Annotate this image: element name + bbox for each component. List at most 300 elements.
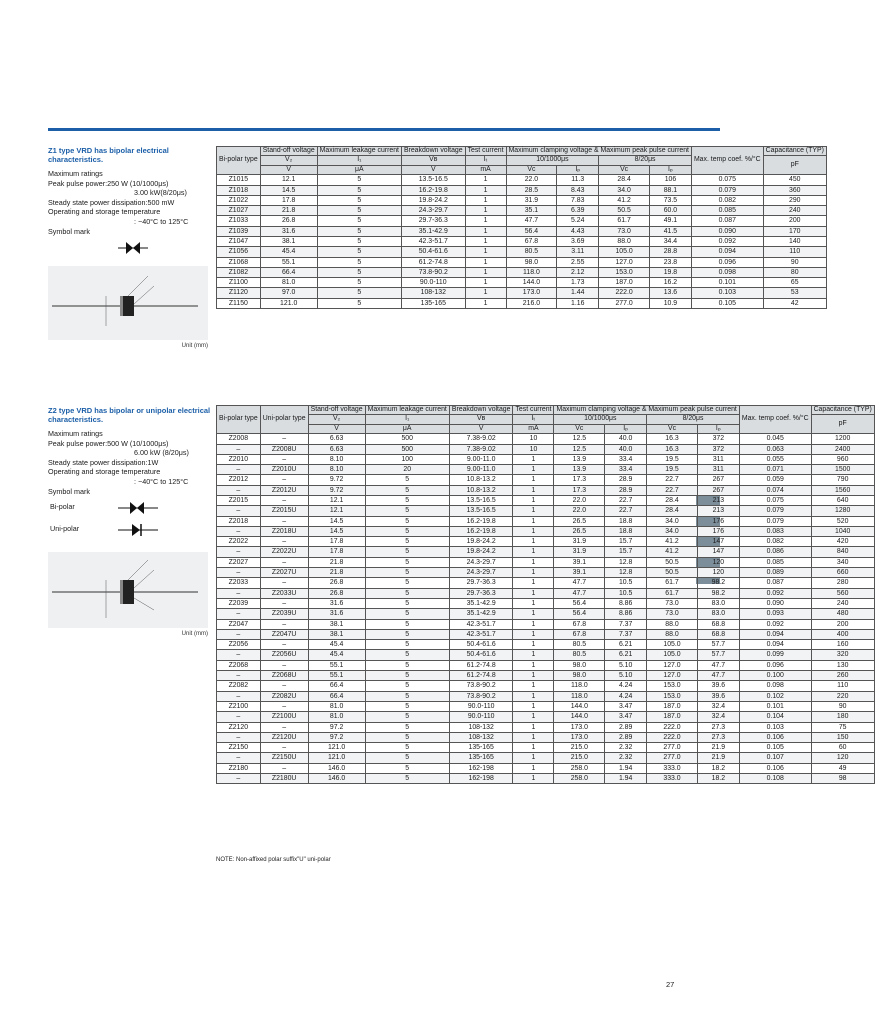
table-cell: 3.47: [605, 712, 647, 722]
table-cell: 2.32: [605, 753, 647, 763]
table-cell: 97.0: [260, 288, 317, 298]
z2-th-breakdown-unit: V: [449, 424, 513, 433]
table-cell: 14.5: [308, 526, 365, 536]
table-cell: 23.8: [649, 257, 691, 267]
table-cell: Z1150: [217, 298, 261, 308]
z2-th-breakdown: Breakdown voltage: [449, 406, 513, 415]
table-cell: 42: [763, 298, 826, 308]
table-cell: –: [217, 732, 261, 742]
table-cell: 118.0: [506, 267, 557, 277]
table-cell: 29.7-36.3: [449, 588, 513, 598]
table-cell: 34.0: [647, 516, 698, 526]
table-cell: 73.0: [647, 609, 698, 619]
table-cell: 98.0: [554, 671, 605, 681]
table-cell: 80.5: [554, 640, 605, 650]
table-cell: 2.89: [605, 722, 647, 732]
table-cell: 61.2-74.8: [449, 671, 513, 681]
table-cell: 9.00-11.0: [449, 454, 513, 464]
table-cell: 146.0: [308, 763, 365, 773]
table-cell: 41.2: [599, 195, 650, 205]
table-cell: 45.4: [308, 640, 365, 650]
z2-bipolar-label: Bi-polar: [50, 502, 75, 512]
table-cell: Z1047: [217, 237, 261, 247]
z1-th-leak-sym: I₁: [317, 156, 401, 165]
table-row: [217, 722, 875, 732]
table-cell: 500: [365, 434, 449, 444]
table-cell: 9.00-11.0: [449, 465, 513, 475]
z1-th-test: Test current: [465, 147, 506, 156]
table-cell: 5: [317, 216, 401, 226]
z1-bipolar-symbol: [48, 236, 216, 258]
table-cell: 7.38-9.02: [449, 434, 513, 444]
table-cell: 108-132: [449, 722, 513, 732]
z2-spec-block: [48, 406, 216, 637]
z1-th-standoff-sym: V₂: [260, 156, 317, 165]
table-cell: Z2033: [217, 578, 261, 588]
table-cell: –: [260, 743, 308, 753]
table-cell: 31.6: [308, 609, 365, 619]
table-cell: 120: [697, 568, 739, 578]
table-cell: 1: [465, 195, 506, 205]
z2-unipolar-label: Uni-polar: [50, 524, 80, 534]
table-cell: 1: [513, 763, 554, 773]
table-cell: 8.86: [605, 598, 647, 608]
table-cell: 26.8: [260, 216, 317, 226]
table-cell: Z2008U: [260, 444, 308, 454]
table-cell: 8.86: [605, 609, 647, 619]
table-cell: 55.1: [308, 660, 365, 670]
table-cell: 0.082: [691, 195, 763, 205]
top-rule: [48, 128, 720, 131]
table-cell: 0.092: [739, 588, 811, 598]
table-cell: 105.0: [647, 640, 698, 650]
table-cell: 1: [513, 485, 554, 495]
z2-th-clamp: Maximum clamping voltage & Maximum peak pulse current: [554, 406, 739, 415]
table-cell: 127.0: [647, 671, 698, 681]
table-cell: 0.108: [739, 774, 811, 784]
table-cell: 135-165: [449, 743, 513, 753]
table-cell: 90.0-110: [449, 701, 513, 711]
table-cell: 1: [513, 722, 554, 732]
table-cell: 50.4-61.6: [449, 650, 513, 660]
table-cell: 1040: [811, 526, 874, 536]
table-cell: 5: [317, 288, 401, 298]
table-cell: 17.3: [554, 475, 605, 485]
table-cell: Z2056U: [260, 650, 308, 660]
table-cell: 173.0: [554, 732, 605, 742]
table-cell: 39.6: [697, 681, 739, 691]
table-cell: 153.0: [599, 267, 650, 277]
table-cell: Z2068U: [260, 671, 308, 681]
table-cell: –: [217, 650, 261, 660]
table-cell: –: [217, 691, 261, 701]
table-cell: 17.8: [260, 195, 317, 205]
z2-note: NOTE: Non-affixed polar suffix"U" uni-polar: [216, 857, 331, 863]
table-cell: 17.8: [308, 537, 365, 547]
table-cell: 47.7: [554, 578, 605, 588]
table-row: [217, 557, 875, 567]
table-cell: 146.0: [308, 774, 365, 784]
table-cell: 57.7: [697, 650, 739, 660]
table-cell: –: [260, 516, 308, 526]
table-cell: 372: [697, 444, 739, 454]
table-cell: Z2012: [217, 475, 261, 485]
table-cell: 0.107: [739, 753, 811, 763]
z1-th-breakdown-sym: Vʙ: [401, 156, 465, 165]
table-cell: 10: [513, 444, 554, 454]
table-cell: 0.090: [739, 598, 811, 608]
z2-th-cap-unit: pF: [811, 415, 874, 434]
table-cell: 13.5-16.5: [449, 506, 513, 516]
z2-temp: Operating and storage temperature: [48, 467, 161, 477]
table-cell: 9.72: [308, 485, 365, 495]
table-row: [217, 568, 875, 578]
table-cell: Z2027U: [260, 568, 308, 578]
table-cell: 97.2: [308, 732, 365, 742]
table-cell: 500: [365, 444, 449, 454]
table-cell: 0.105: [691, 298, 763, 308]
table-cell: 60: [811, 743, 874, 753]
table-cell: –: [260, 660, 308, 670]
table-cell: 12.1: [308, 506, 365, 516]
table-cell: 12.8: [605, 557, 647, 567]
table-cell: 28.4: [599, 175, 650, 185]
table-row: [217, 226, 827, 236]
table-cell: –: [260, 619, 308, 629]
table-cell: 10.5: [605, 578, 647, 588]
table-cell: 0.098: [739, 681, 811, 691]
table-cell: 2.55: [557, 257, 599, 267]
table-cell: 5: [317, 257, 401, 267]
table-cell: Z2022U: [260, 547, 308, 557]
table-cell: Z1120: [217, 288, 261, 298]
table-cell: 47.7: [697, 660, 739, 670]
z1-th-breakdown: Breakdown voltage: [401, 147, 465, 156]
z1-th-clamp: Maximum clamping voltage & Maximum peak pulse current: [506, 147, 691, 156]
table-cell: 258.0: [554, 774, 605, 784]
table-cell: 45.4: [260, 247, 317, 257]
table-cell: 5: [365, 547, 449, 557]
table-cell: 12.5: [554, 444, 605, 454]
table-cell: 83.0: [697, 609, 739, 619]
table-cell: 38.1: [308, 629, 365, 639]
table-row: [217, 496, 875, 506]
table-cell: 1500: [811, 465, 874, 475]
table-cell: 5: [317, 278, 401, 288]
table-cell: 7.83: [557, 195, 599, 205]
table-cell: 5: [365, 506, 449, 516]
table-cell: Z1018: [217, 185, 261, 195]
table-cell: 105.0: [599, 247, 650, 257]
table-cell: 5: [365, 671, 449, 681]
table-cell: 16.2: [649, 278, 691, 288]
table-cell: 17.8: [308, 547, 365, 557]
table-cell: 173.0: [554, 722, 605, 732]
page-number: 27: [666, 980, 675, 989]
table-cell: 35.1-42.9: [401, 226, 465, 236]
table-cell: 267: [697, 475, 739, 485]
table-cell: Z1068: [217, 257, 261, 267]
table-cell: –: [260, 578, 308, 588]
table-cell: –: [217, 753, 261, 763]
table-row: [217, 267, 827, 277]
table-cell: –: [217, 588, 261, 598]
table-cell: 5: [317, 226, 401, 236]
z1-pulse-power-2: 3.00 kW(8/20μs): [134, 188, 187, 198]
table-cell: 0.059: [739, 475, 811, 485]
table-cell: 97.2: [308, 722, 365, 732]
table-cell: 55.1: [308, 671, 365, 681]
z2-th-vc1: Vc: [554, 424, 605, 433]
table-cell: 28.4: [647, 506, 698, 516]
table-cell: 19.8: [649, 267, 691, 277]
table-cell: 90: [763, 257, 826, 267]
table-cell: –: [260, 722, 308, 732]
table-cell: 0.087: [739, 578, 811, 588]
table-cell: 1: [513, 547, 554, 557]
table-cell: 5: [365, 588, 449, 598]
table-cell: Z2039U: [260, 609, 308, 619]
z2-th-bi: Bi-polar type: [217, 406, 261, 434]
table-cell: 10.9: [649, 298, 691, 308]
table-cell: 187.0: [647, 701, 698, 711]
z1-th-standoff-unit: V: [260, 165, 317, 174]
table-cell: 1: [465, 175, 506, 185]
table-cell: Z2082U: [260, 691, 308, 701]
table-cell: 5: [365, 650, 449, 660]
z2-spec-table: [216, 405, 875, 784]
table-cell: 27.3: [697, 722, 739, 732]
table-cell: Z2015U: [260, 506, 308, 516]
z2-th-cap: Capacitance (TYP): [811, 406, 874, 415]
table-cell: 16.2-19.8: [449, 526, 513, 536]
table-cell: 277.0: [647, 753, 698, 763]
table-cell: 6.21: [605, 650, 647, 660]
table-cell: 42.3-51.7: [449, 619, 513, 629]
table-cell: 0.079: [739, 506, 811, 516]
table-cell: 1: [513, 650, 554, 660]
z2-th-c2: 8/20μs: [647, 415, 740, 424]
table-cell: 1: [513, 496, 554, 506]
table-cell: 840: [811, 547, 874, 557]
table-cell: 173.0: [506, 288, 557, 298]
table-cell: 5: [365, 732, 449, 742]
table-cell: 19.5: [647, 465, 698, 475]
table-cell: –: [260, 640, 308, 650]
table-row: [217, 237, 827, 247]
z2-th-leak-unit: μA: [365, 424, 449, 433]
table-cell: Z1022: [217, 195, 261, 205]
z1-th-test-unit: mA: [465, 165, 506, 174]
table-row: [217, 475, 875, 485]
table-cell: 27.3: [697, 732, 739, 742]
table-cell: 0.079: [739, 516, 811, 526]
table-cell: 118.0: [554, 691, 605, 701]
table-cell: 144.0: [554, 712, 605, 722]
table-cell: 213: [697, 506, 739, 516]
bipolar-diode-icon: [48, 496, 208, 518]
table-cell: 108-132: [449, 732, 513, 742]
table-cell: 450: [763, 175, 826, 185]
table-cell: –: [217, 465, 261, 475]
table-cell: 73.0: [647, 598, 698, 608]
table-cell: 5: [365, 712, 449, 722]
table-cell: 120: [811, 753, 874, 763]
table-cell: 170: [763, 226, 826, 236]
table-cell: 38.1: [308, 619, 365, 629]
table-cell: 1: [513, 671, 554, 681]
table-cell: 1: [513, 629, 554, 639]
table-cell: 29.7-36.3: [449, 578, 513, 588]
table-cell: 660: [811, 568, 874, 578]
table-cell: 3.11: [557, 247, 599, 257]
table-row: [217, 537, 875, 547]
z1-th-c2: 8/20μs: [599, 156, 692, 165]
table-cell: 0.101: [739, 701, 811, 711]
table-cell: 75: [811, 722, 874, 732]
table-cell: Z2150U: [260, 753, 308, 763]
z2-th-uni: Uni-polar type: [260, 406, 308, 434]
table-cell: Z2180: [217, 763, 261, 773]
table-cell: 0.090: [691, 226, 763, 236]
table-cell: 176: [697, 526, 739, 536]
table-cell: 61.7: [647, 578, 698, 588]
table-cell: 260: [811, 671, 874, 681]
table-cell: 42.3-51.7: [401, 237, 465, 247]
table-cell: 56.4: [554, 609, 605, 619]
table-cell: 24.3-29.7: [401, 206, 465, 216]
table-cell: 5: [317, 206, 401, 216]
table-cell: 34.0: [599, 185, 650, 195]
table-cell: 0.094: [739, 629, 811, 639]
table-cell: 216.0: [506, 298, 557, 308]
table-cell: 90.0-110: [401, 278, 465, 288]
table-cell: 6.63: [308, 444, 365, 454]
table-cell: –: [260, 557, 308, 567]
table-cell: 162-198: [449, 774, 513, 784]
table-cell: 0.101: [691, 278, 763, 288]
z1-specs: [48, 169, 216, 236]
table-cell: 61.2-74.8: [401, 257, 465, 267]
table-cell: 4.43: [557, 226, 599, 236]
table-cell: 1: [513, 743, 554, 753]
table-cell: 98.2: [697, 588, 739, 598]
table-cell: 1: [513, 454, 554, 464]
table-cell: 135-165: [449, 753, 513, 763]
table-cell: 5: [365, 774, 449, 784]
table-cell: 22.0: [554, 506, 605, 516]
table-cell: 127.0: [599, 257, 650, 267]
table-row: [217, 257, 827, 267]
table-cell: 0.087: [691, 216, 763, 226]
table-cell: 144.0: [554, 701, 605, 711]
table-cell: Z2056: [217, 640, 261, 650]
table-cell: 49: [811, 763, 874, 773]
table-cell: 372: [697, 434, 739, 444]
table-cell: 1: [513, 660, 554, 670]
table-cell: 1: [465, 206, 506, 216]
table-cell: Z2018: [217, 516, 261, 526]
table-cell: 1: [513, 774, 554, 784]
table-cell: 0.099: [739, 650, 811, 660]
table-cell: 16.2-19.8: [449, 516, 513, 526]
table-cell: 311: [697, 465, 739, 475]
table-cell: 24.3-29.7: [449, 568, 513, 578]
table-cell: 3.69: [557, 237, 599, 247]
table-row: [217, 691, 875, 701]
z2-th-standoff: Stand-off voltage: [308, 406, 365, 415]
table-cell: 1.73: [557, 278, 599, 288]
table-cell: 80: [763, 267, 826, 277]
table-cell: 1: [513, 526, 554, 536]
z2-temp-range: : −40°C to 125°C: [134, 476, 189, 486]
table-cell: 68.8: [697, 629, 739, 639]
table-cell: 1: [465, 185, 506, 195]
table-cell: 0.104: [739, 712, 811, 722]
table-row: [217, 578, 875, 588]
table-cell: Z2150: [217, 743, 261, 753]
table-row: [217, 216, 827, 226]
table-row: [217, 278, 827, 288]
table-cell: 10.8-13.2: [449, 485, 513, 495]
table-cell: 5: [365, 681, 449, 691]
table-cell: Z1015: [217, 175, 261, 185]
z1-th-ip1: Iₚ: [557, 165, 599, 174]
table-cell: 5: [365, 691, 449, 701]
bipolar-diode-icon: [48, 236, 208, 258]
table-cell: 5: [317, 267, 401, 277]
z1-spec-table: [216, 146, 827, 309]
table-cell: 213: [697, 496, 739, 506]
table-cell: 6.63: [308, 434, 365, 444]
table-cell: 1: [513, 619, 554, 629]
table-cell: –: [217, 506, 261, 516]
table-cell: 35.1: [506, 206, 557, 216]
table-cell: 98.0: [554, 660, 605, 670]
table-cell: 1: [513, 598, 554, 608]
table-cell: 88.0: [599, 237, 650, 247]
table-cell: 24.3-29.7: [449, 557, 513, 567]
table-cell: 32.4: [697, 712, 739, 722]
table-cell: 100: [365, 454, 449, 464]
table-cell: 81.0: [308, 701, 365, 711]
table-cell: 1: [513, 568, 554, 578]
z1-steady: Steady state power dissipation:500 mW: [48, 197, 175, 207]
table-cell: 39.1: [554, 557, 605, 567]
table-cell: 73.8-90.2: [401, 267, 465, 277]
table-cell: 1: [513, 701, 554, 711]
table-cell: –: [260, 763, 308, 773]
table-row: [217, 712, 875, 722]
table-cell: 1560: [811, 485, 874, 495]
table-cell: 35.1-42.9: [449, 598, 513, 608]
table-cell: 50.4-61.6: [449, 640, 513, 650]
z1-th-test-sym: Iₜ: [465, 156, 506, 165]
table-cell: –: [217, 526, 261, 536]
table-cell: 88.1: [649, 185, 691, 195]
z1-th-cap-unit: pF: [763, 156, 826, 175]
table-row: [217, 640, 875, 650]
table-cell: Z2120U: [260, 732, 308, 742]
z2-th-standoff-unit: V: [308, 424, 365, 433]
table-row: [217, 753, 875, 763]
table-cell: 220: [811, 691, 874, 701]
table-cell: 10.8-13.2: [449, 475, 513, 485]
z1-temp: Operating and storage temperature: [48, 207, 161, 217]
z2-th-c1: 10/1000μs: [554, 415, 647, 424]
table-cell: 130: [811, 660, 874, 670]
table-cell: 5: [365, 557, 449, 567]
